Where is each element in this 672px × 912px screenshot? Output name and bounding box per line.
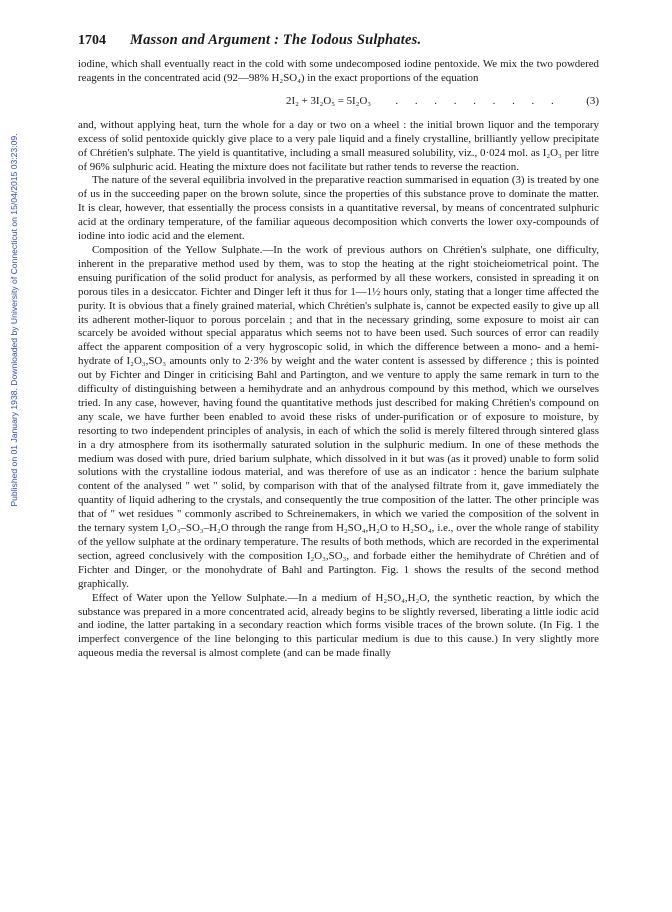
equation-3 [78, 94, 599, 108]
equation-number: (3) [586, 94, 599, 107]
paragraph-intro: iodine, which shall eventually react in the cold with some undecomposed iodine pentoxide. We mix the two powdered reagents in the concentrated acid (92—98% H₂SO₄) in the exact proportions of the equation [78, 58, 599, 84]
equation-leader-dots: . . . . . . . . . [395, 94, 561, 107]
publication-info-text: Published on 01 January 1938. Downloaded by University of Connecticut on 15/04/2015 03:23:09. [9, 133, 19, 507]
publication-sidebar [8, 60, 20, 580]
running-title: Masson and Argument : The Iodous Sulphates. [130, 32, 422, 48]
page-header [78, 32, 599, 54]
paragraph-composition: Composition of the Yellow Sulphate.—In the work of previous authors on Chrétien's sulphate, one difficulty, inherent in the preparative method used by them, was to stop the heating at the right stoicheiometrical point. The ensuing purification of the solid product for analysis, as performed by all these workers, consisted in spreading it on porous tiles in a desiccator. Fichter and Dinger left it thus for 1—1½ hours only, stating that a longer time affected the purity. It is obvious that a finely grained material, which Chrétien's sulphate is, cannot be expected easily to give up all its adherent mother-liquor to porous porcelain ; and that in the necessary grinding, some exposure to moist air can scarcely be avoided without special apparatus which seems not to have been used. Such sources of error can readily affect the apparent composition of a very hygroscopic solid, in which the difference between a mono- and a hemi-hydrate of I₂O₃,SO₃ amounts only to 2·3% by weight and the water content is assessed by difference ; this is pointed out by Fichter and Dinger in criticising Bahl and Partington, and we venture to apply the same remark in turn to the difficulty of distinguishing between a hemihydrate and an anhydrous compound by this method, which we ourselves tried. In any case, however, having found the quantitative methods just described for making Chrétien's compound on any scale, we have further been enabled to avoid these risks of under-purification or of exposure to moisture, by resorting to two independent principles of analysis, in each of which the solid is merely filtered through sintered glass in a dry atmosphere from its isothermally saturated solution in the sulphuric medium. In one of these methods the medium was dosed with pure, dried barium sulphate, which dissolved in it but was (as it proved) unable to form solid solutions with the crystalline iodous material, and was therefore of use as an indicator : hence the barium sulphate content of the analysed " wet " solid, by comparison with that of the analysed filtrate from it, gave immediately the quantity of liquid adhering to the crystals, and consequently the true composition of the latter. The other principle was that of " wet residues " commonly ascribed to Schreinemakers, in which we varied the composition of the solvent in the ternary system I₂O₃–SO₃–H₂O through the range from H₂SO₄,H₂O to H₂SO₄, i.e., over the whole range of stability of the yellow sulphate at the ordinary temperature. The results of both methods, which are recorded in the experimental section, agreed conclusively with the composition I₂O₃,SO₃, and forbade either the hemihydrate of Chrétien and of Fichter and Dinger, or the monohydrate of Bahl and Partington. Fig. 1 shows the results of the second method graphically. [78, 243, 599, 590]
equation-body: 2I₂ + 3I₂O₅ = 5I₂O₃ [286, 94, 372, 107]
paragraph-equilibria: The nature of the several equilibria involved in the preparative reaction summarised in equation (3) is treated by one of us in the succeeding paper on the brown solute, since the properties of this substance prove to dominate the matter. It is clear, however, that essentially the process consists in a quantitative reversal, by means of concentrated sulphuric acid at the ordinary temperature, of the familiar aqueous decomposition which converts the lower oxy-compounds of iodine into iodic acid and the element. [78, 174, 599, 243]
paragraph-procedure: and, without applying heat, turn the whole for a day or two on a wheel : the initial brown liquor and the temporary excess of solid pentoxide quickly give place to a very pale liquid and a finely crystalline, brilliantly yellow precipitate of Chrétien's sulphate. The yield is quantitative, including a small measured solubility, viz., 0·024 mol. as I₂O₃ per litre of 96% sulphuric acid. Heating the mixture does not facilitate but rather tends to reverse the reaction. [78, 118, 599, 173]
page-number: 1704 [78, 33, 106, 48]
article-page [78, 32, 599, 661]
paragraph-effect-of-water: Effect of Water upon the Yellow Sulphate.—In a medium of H₂SO₄,H₂O, the synthetic reaction, by which the substance was prepared in a more concentrated acid, already begins to be slightly reversed, liberating a little iodic acid and iodine, the latter partaking in a secondary reaction which forms visible traces of the brown solute. (In Fig. 1 the imperfect convergence of the line belonging to this particular medium is due to this cause.) In very slightly more aqueous media the reversal is almost complete (and can be made finally [78, 591, 599, 660]
